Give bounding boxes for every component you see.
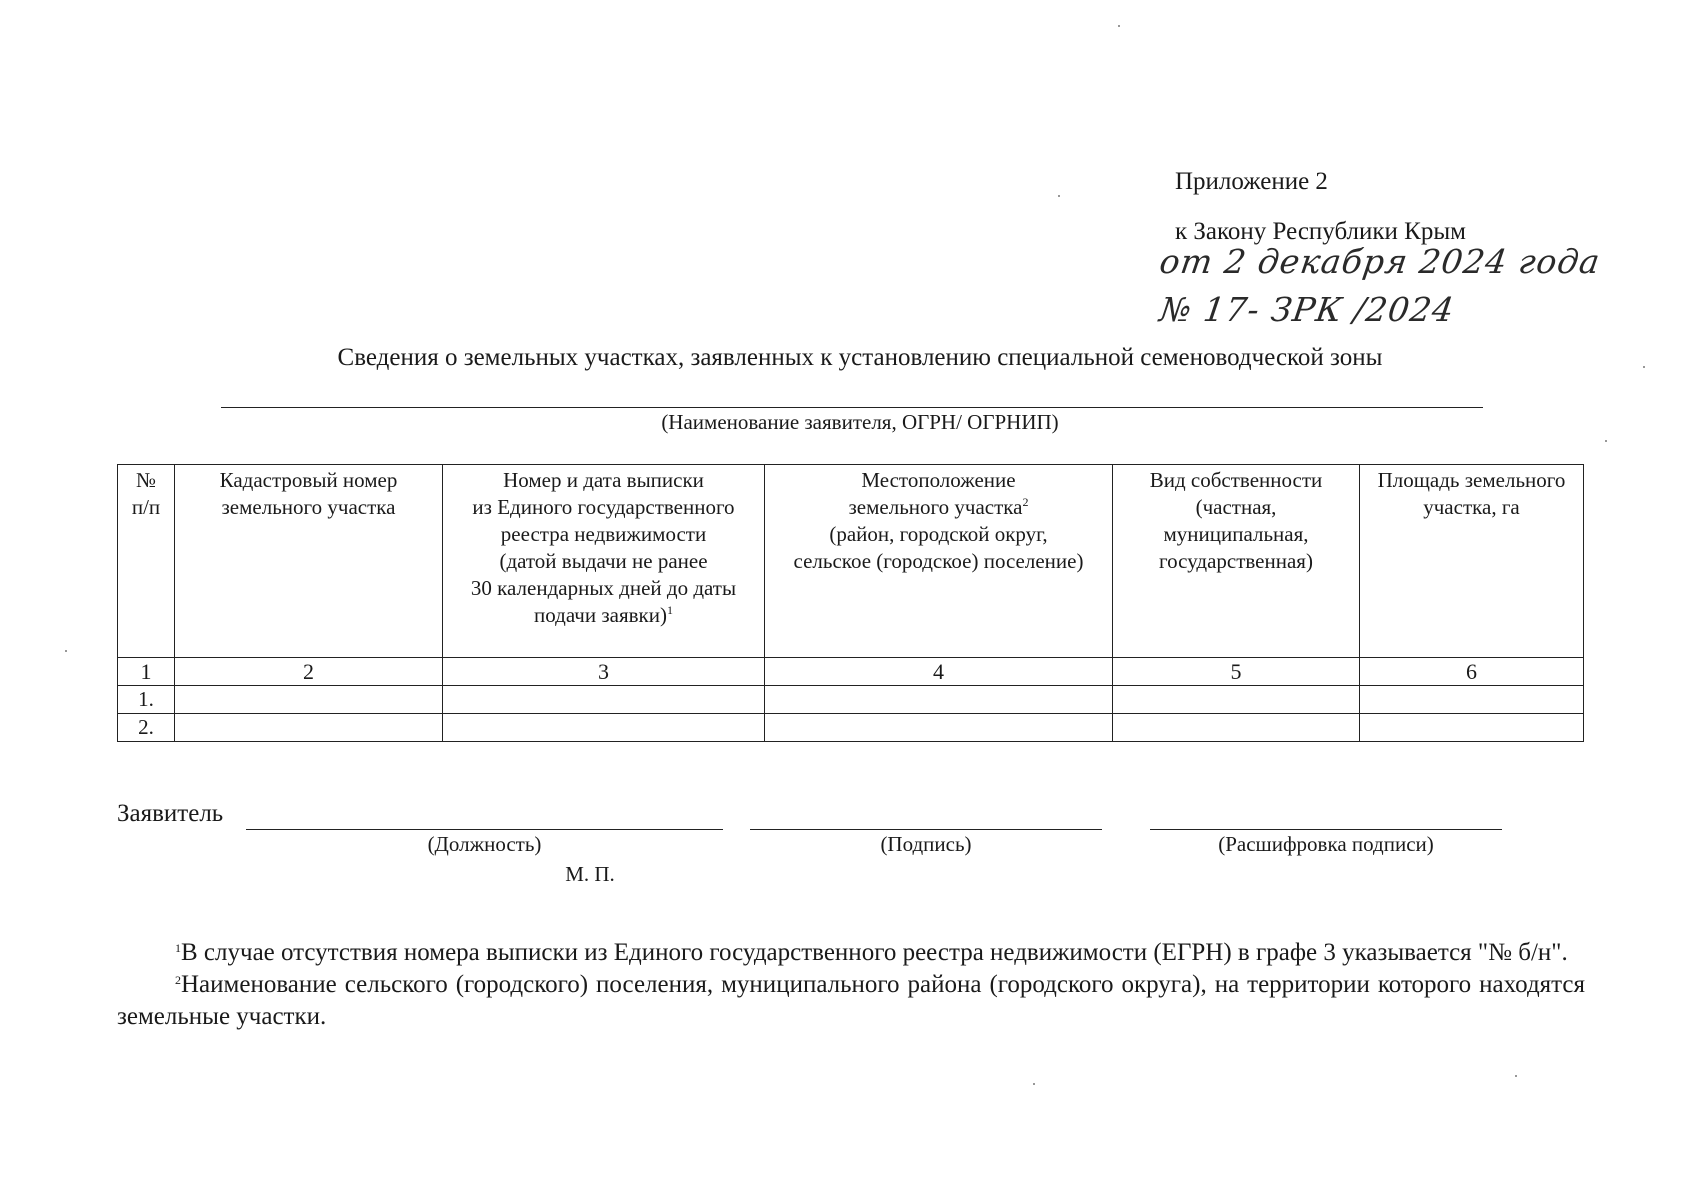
column-number: 3 [443, 658, 765, 686]
column-numbers-row [118, 658, 1584, 686]
cell-ownership[interactable] [1113, 714, 1360, 742]
annex-title: Приложение 2 [1175, 168, 1328, 195]
land-plots-table [117, 464, 1584, 742]
column-number: 1 [118, 658, 175, 686]
cell-ownership[interactable] [1113, 686, 1360, 714]
footnote-ref-1: 1 [666, 603, 673, 617]
stamp-place: М. П. [565, 862, 615, 886]
cell-location[interactable] [765, 686, 1113, 714]
footnotes [117, 937, 1585, 1033]
applicant-caption: (Наименование заявителя, ОГРН/ ОГРНИП) [661, 410, 1059, 434]
applicant-label: Заявитель [117, 800, 224, 827]
column-number: 2 [175, 658, 443, 686]
cell-location[interactable] [765, 714, 1113, 742]
handwritten-number: № 17- ЗРК /2024 [1157, 290, 1457, 329]
annex-law-reference: к Закону Республики Крым [1175, 218, 1466, 245]
row-number: 2. [118, 714, 175, 742]
scan-speck [1515, 1075, 1517, 1077]
header-area: Площадь земельного участка, га [1360, 465, 1584, 658]
column-number: 6 [1360, 658, 1584, 686]
column-number: 4 [765, 658, 1113, 686]
scan-speck [1033, 1083, 1035, 1085]
document-title: Сведения о земельных участках, заявленных к установлению специальной семеноводческой зоны [337, 344, 1383, 371]
decoding-caption: (Расшифровка подписи) [1218, 832, 1434, 856]
decoding-line[interactable] [1150, 829, 1502, 830]
header-location: Местоположение земельного участка$^2$ (район, городской округ, сельское (городское) поселение) [765, 465, 1113, 658]
scan-speck [1118, 25, 1120, 27]
footnote-ref-2: 2 [1022, 495, 1029, 509]
applicant-name-line [221, 407, 1483, 408]
handwritten-date: от 2 декабря 2024 года [1157, 242, 1603, 281]
cell-extract[interactable] [443, 714, 765, 742]
header-ownership-type: Вид собственности (частная, муниципальная, государственная) [1113, 465, 1360, 658]
header-cadastral-number: Кадастровый номер земельного участка [175, 465, 443, 658]
table-row [118, 686, 1584, 714]
position-line[interactable] [246, 829, 723, 830]
signature-line[interactable] [750, 829, 1102, 830]
cell-area[interactable] [1360, 714, 1584, 742]
scan-speck [1605, 440, 1607, 442]
cell-cadastral-number[interactable] [175, 686, 443, 714]
row-number: 1. [118, 686, 175, 714]
scan-speck [65, 650, 67, 652]
footnote-1: $^1$В случае отсутствия номера выписки из Единого государственного реестра недвижимости (ЕГРН) в графе 3 указывается "№ б/н". [175, 939, 1568, 966]
cell-cadastral-number[interactable] [175, 714, 443, 742]
header-number: № п/п [118, 465, 175, 658]
table-header-row [118, 465, 1584, 658]
scan-speck [1643, 366, 1645, 368]
table-row [118, 714, 1584, 742]
cell-area[interactable] [1360, 686, 1584, 714]
signature-caption: (Подпись) [880, 832, 972, 856]
footnote-2: $^2$Наименование сельского (городского) поселения, муниципального района (городского округа), на территории которого находятся земельные участки. [117, 971, 1585, 1030]
scan-speck [1058, 195, 1060, 197]
header-extract-number-date: Номер и дата выписки из Единого государственного реестра недвижимости (датой выдачи не ранее 30 календарных дней до даты подачи заявки)$^1$ [443, 465, 765, 658]
cell-extract[interactable] [443, 686, 765, 714]
position-caption: (Должность) [427, 832, 542, 856]
column-number: 5 [1113, 658, 1360, 686]
